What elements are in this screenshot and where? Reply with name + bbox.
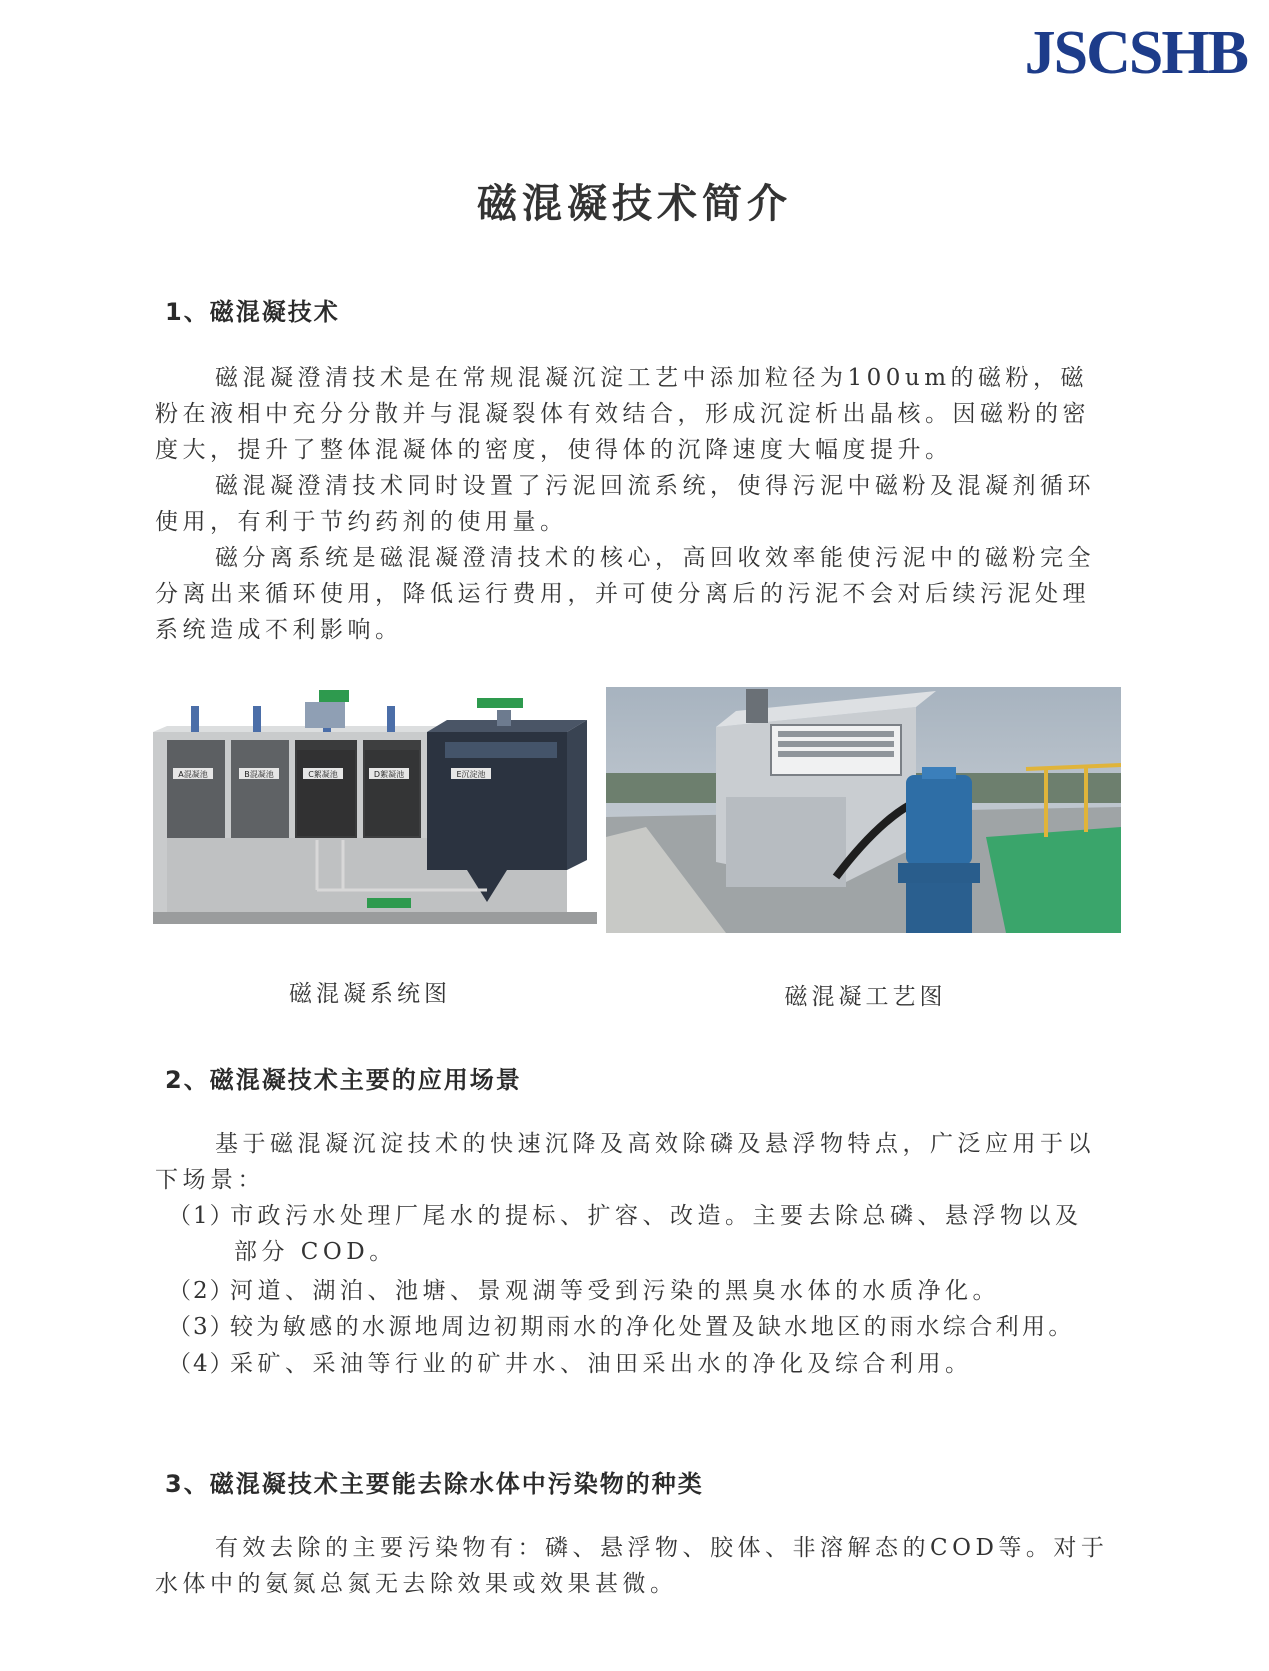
list-item (168, 1198, 1168, 1270)
section-2-intro (155, 1126, 1115, 1198)
section-1-paragraph: 磁混凝澄清技术是在常规混凝沉淀工艺中添加粒径为100um的磁粉，磁粉在液相中充分分散并与混凝裂体有效结合，形成沉淀析出晶核。因磁粉的密度大，提升了整体混凝体的密度，使得体的沉降速度大幅度提升。 (155, 365, 1090, 463)
list-item-text: 采矿、采油等行业的矿井水、油田采出水的净化及综合利用。 (230, 1351, 973, 1377)
list-item (168, 1273, 1168, 1309)
diagram-label: C絮凝池 (308, 770, 338, 779)
section-2-intro-text: 基于磁混凝沉淀技术的快速沉降及高效除磷及悬浮物特点，广泛应用于以下场景： (155, 1131, 1095, 1193)
system-diagram-caption: 磁混凝系统图 (289, 981, 451, 1007)
section-1-paragraph: 磁分离系统是磁混凝澄清技术的核心，高回收效率能使污泥中的磁粉完全分离出来循环使用，降低运行费用，并可使分离后的污泥不会对后续污泥处理系统造成不利影响。 (155, 545, 1095, 643)
page-title: 磁混凝技术简介 (477, 181, 792, 227)
list-item-number: （1） (168, 1203, 235, 1229)
diagram-label: A混凝池 (178, 770, 208, 779)
list-item-continuation: 部分 COD。 (234, 1239, 397, 1265)
section-3-paragraph: 有效去除的主要污染物有：磷、悬浮物、胶体、非溶解态的COD等。对于水体中的氨氮总氮无去除效果或效果甚微。 (155, 1535, 1109, 1597)
section-2-heading: 2、磁混凝技术主要的应用场景 (165, 1066, 522, 1094)
company-logo: JSCSHB (1024, 19, 1247, 87)
section-1-heading: 1、磁混凝技术 (165, 298, 340, 326)
section-1-paragraph: 磁混凝澄清技术同时设置了污泥回流系统，使得污泥中磁粉及混凝剂循环使用，有利于节约药剂的使用量。 (155, 473, 1095, 535)
list-item-text: 较为敏感的水源地周边初期雨水的净化处置及缺水地区的雨水综合利用。 (230, 1314, 1075, 1340)
list-item-number: （2） (168, 1278, 235, 1304)
section-3-heading: 3、磁混凝技术主要能去除水体中污染物的种类 (165, 1470, 704, 1498)
diagram-label: E沉淀池 (456, 770, 486, 779)
list-item (168, 1309, 1268, 1345)
process-photo-caption: 磁混凝工艺图 (784, 984, 947, 1010)
system-diagram-image (147, 690, 597, 928)
list-item-text: 市政污水处理厂尾水的提标、扩容、改造。主要去除总磷、悬浮物以及 (230, 1203, 1083, 1229)
list-item-number: （3） (168, 1314, 235, 1340)
list-item (168, 1346, 1168, 1382)
list-item-number: （4） (168, 1351, 235, 1377)
list-item-text: 河道、湖泊、池塘、景观湖等受到污染的黑臭水体的水质净化。 (230, 1278, 1000, 1304)
section-3-body (155, 1530, 1115, 1602)
diagram-label: D絮凝池 (373, 770, 405, 779)
diagram-label: B混凝池 (244, 770, 274, 779)
section-1-body (155, 360, 1115, 648)
process-photo (606, 687, 1121, 933)
